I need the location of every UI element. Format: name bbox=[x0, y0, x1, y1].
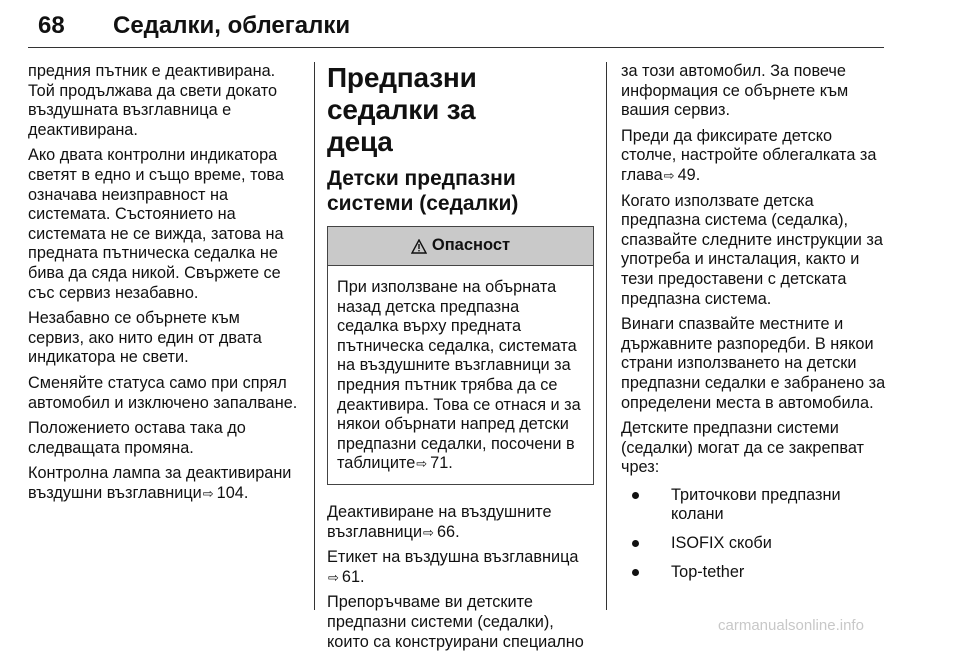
list-item-text: ISOFIX скоби bbox=[671, 534, 772, 553]
page-reference-link[interactable]: 61. bbox=[341, 567, 365, 586]
paragraph-text: Преди да фиксирате детско столче, настройте облегалката за глава bbox=[621, 126, 877, 184]
page-reference-icon: ⇨ bbox=[663, 167, 675, 183]
paragraph-text: Етикет на въздушна възглавница bbox=[327, 548, 579, 567]
paragraph-text: Деактивиране на въздушните възглавници bbox=[327, 502, 552, 541]
paragraph: Положението остава така до следващата промяна. bbox=[28, 419, 246, 457]
page-reference-link[interactable]: 66. bbox=[436, 522, 460, 541]
warning-title: Опасност bbox=[431, 236, 511, 255]
warning-header bbox=[328, 227, 593, 266]
paragraph: Сменяйте статуса само при спрял автомобил и изключено запалване. bbox=[28, 373, 298, 412]
paragraph: Ако двата контролни индикатора светят в едно и също време, това означава неизправност на системата. Състоянието на системата не се вижда, затова на предната пътническа седалка не бива да сяда никой. Свържете се със сервиз незабавно. bbox=[28, 146, 284, 302]
paragraph: Препоръчваме ви детските предпазни системи (седалки), които са конструирани специално bbox=[327, 593, 584, 651]
subsection-title: Детски предпазни системи (седалки) bbox=[327, 167, 519, 215]
column-divider-2 bbox=[606, 62, 607, 610]
paragraph-with-reference bbox=[28, 464, 308, 503]
danger-warning-box bbox=[327, 226, 594, 485]
warning-body bbox=[328, 266, 593, 484]
paragraph: предния пътник е деактивирана. Той продължава да свети докато въздушната възглавница е деактивирана. bbox=[28, 62, 278, 139]
page-reference-icon: ⇨ bbox=[202, 485, 214, 501]
warning-text: При използване на обърната назад детска предпазна седалка върху предната пътническа седалка, системата на въздушните възглавници за предния пътник трябва да се деактивира. Това се отнася и за някои обърнати напред детски предпазни седалки, посочени в таблиците bbox=[337, 278, 581, 473]
section-title: Предпазни седалки за деца bbox=[327, 62, 477, 157]
page-reference-icon: ⇨ bbox=[328, 569, 339, 585]
column-3 bbox=[621, 62, 886, 591]
page-reference-link[interactable]: 104. bbox=[216, 483, 249, 502]
list-item-text: Top-tether bbox=[671, 562, 745, 581]
paragraph: Винаги спазвайте местните и държавните разпоредби. В някои страни използването на детски предпазни седалки е забранено за определени места в автомобила. bbox=[621, 315, 886, 412]
column-1 bbox=[28, 62, 308, 509]
page-reference-link[interactable]: 71. bbox=[430, 454, 453, 473]
bullet-icon bbox=[632, 492, 639, 499]
watermark-text: carmanualsonline.info bbox=[718, 617, 864, 634]
bullet-list bbox=[621, 486, 886, 582]
list-item bbox=[621, 534, 886, 554]
paragraph-with-reference bbox=[327, 503, 592, 542]
list-item-text: Триточкови предпазни колани bbox=[671, 485, 841, 524]
page-reference-link[interactable]: 49. bbox=[677, 165, 701, 184]
paragraph-text: Контролна лампа за деактивирани въздушни възглавници bbox=[28, 464, 292, 502]
page-title: Седалки, облегалки bbox=[113, 12, 351, 39]
paragraph: за този автомобил. За повече информация се обърнете към вашия сервиз. bbox=[621, 62, 849, 120]
paragraph: Детските предпазни системи (седалки) могат да се закрепват чрез: bbox=[621, 419, 864, 477]
bullet-icon bbox=[632, 569, 639, 576]
bullet-icon bbox=[632, 540, 639, 547]
paragraph: Когато използвате детска предпазна система (седалка), спазвайте следните инструкции за употреба и инсталация, както и тези предоставени с детската предпазна система. bbox=[621, 191, 883, 308]
header-divider bbox=[28, 47, 884, 48]
column-divider-1 bbox=[314, 62, 315, 610]
paragraph-with-reference bbox=[621, 127, 886, 186]
paragraph-with-reference bbox=[327, 548, 592, 587]
column-2 bbox=[327, 62, 592, 658]
page-reference-icon: ⇨ bbox=[416, 456, 428, 472]
warning-triangle-icon bbox=[411, 239, 427, 254]
list-item bbox=[621, 486, 886, 525]
page-header bbox=[0, 0, 960, 50]
list-item bbox=[621, 563, 886, 583]
paragraph: Незабавно се обърнете към сервиз, ако нито един от двата индикатора не свети. bbox=[28, 309, 262, 367]
page-number: 68 bbox=[38, 12, 65, 39]
page-reference-icon: ⇨ bbox=[423, 524, 434, 540]
